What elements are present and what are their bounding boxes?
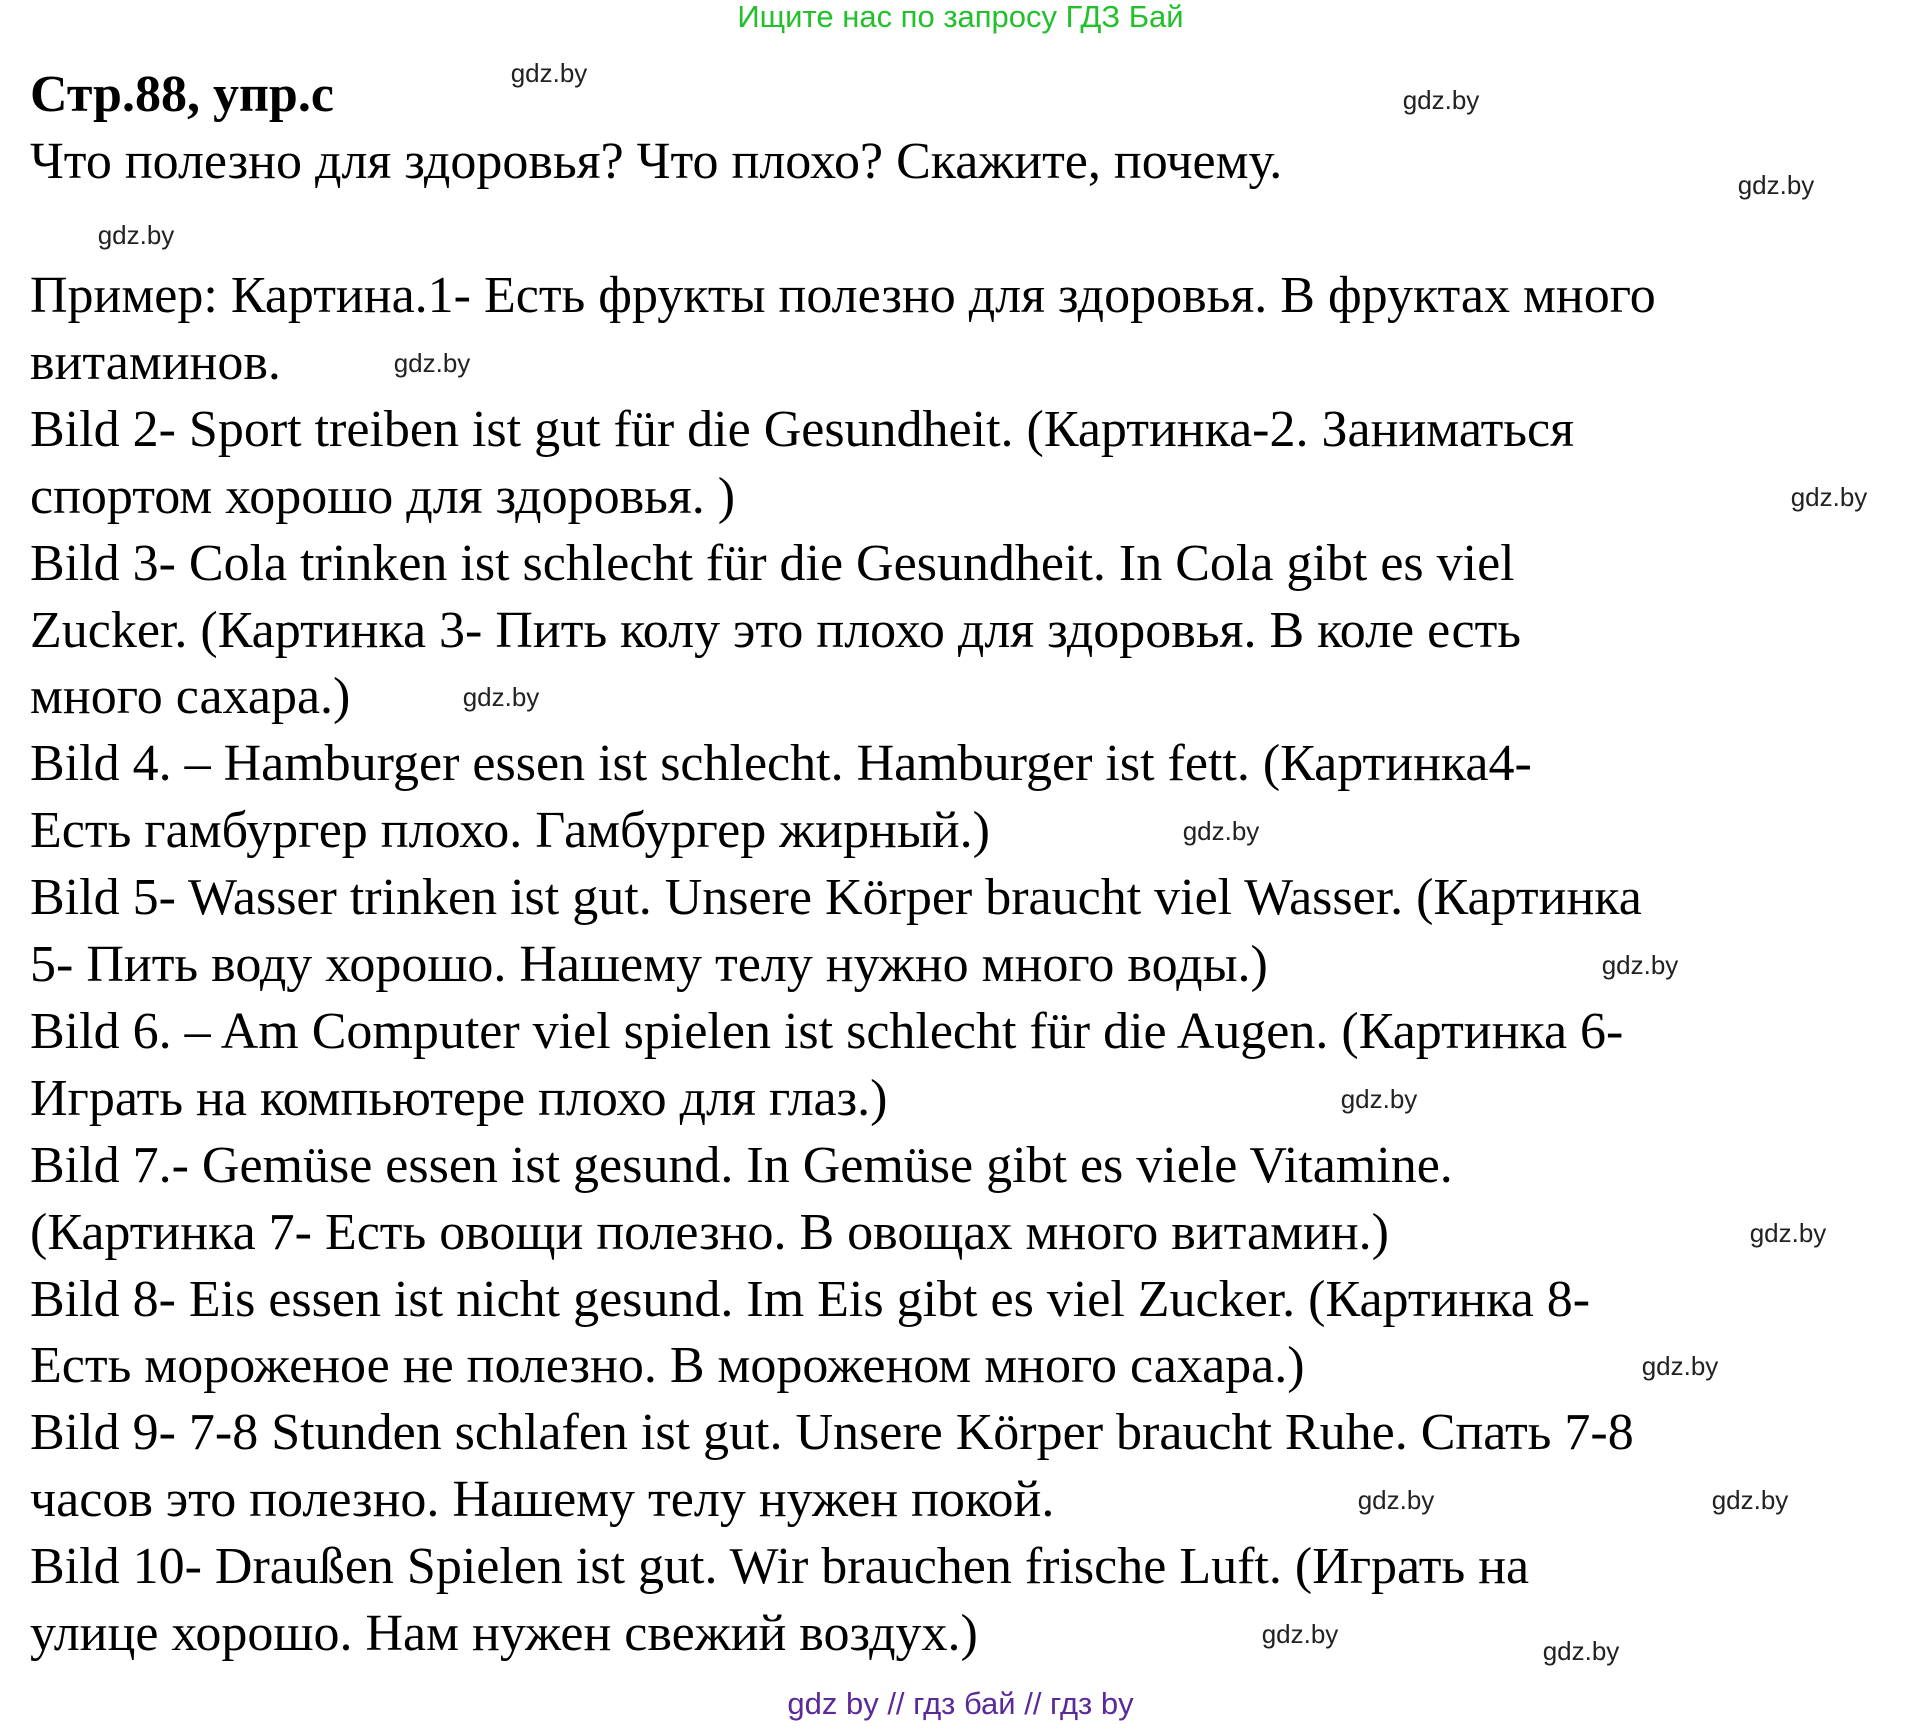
gdz-watermark: gdz.by bbox=[1357, 1485, 1435, 1515]
answer-line: Zucker. (Картинка 3- Пить колу это плохо для здоровья. В коле есть bbox=[30, 601, 1522, 659]
answer-line: Bild 6. – Am Computer viel spielen ist schlecht für die Augen. (Картинка 6- bbox=[30, 1002, 1624, 1060]
answer-line: много сахара.) bbox=[30, 668, 351, 726]
answer-line: часов это полезно. Нашему телу нужен покой. bbox=[30, 1471, 1055, 1529]
gdz-watermark: gdz.by bbox=[1601, 950, 1679, 980]
gdz-watermark: gdz.by bbox=[462, 682, 540, 712]
answer-line: 5- Пить воду хорошо. Нашему телу нужно много воды.) bbox=[30, 936, 1268, 993]
gdz-watermark: gdz.by bbox=[1261, 1619, 1339, 1649]
answer-line: Пример: Картина.1- Есть фрукты полезно для здоровья. В фруктах много bbox=[30, 267, 1656, 324]
gdz-watermark: gdz.by bbox=[1340, 1084, 1418, 1114]
gdz-watermark: gdz.by bbox=[1182, 816, 1260, 846]
gdz-watermark: gdz.by bbox=[393, 348, 471, 378]
search-hint-banner: Ищите нас по запросу ГДЗ Бай bbox=[737, 0, 1184, 34]
gdz-watermark: gdz.by bbox=[1641, 1351, 1719, 1381]
answer-line: Bild 8- Eis essen ist nicht gesund. Im Eis gibt es viel Zucker. (Картинка 8- bbox=[30, 1270, 1591, 1328]
answer-line: Bild 2- Sport treiben ist gut für die Gesundheit. (Картинка-2. Заниматься bbox=[30, 400, 1575, 458]
gdz-watermark: gdz.by bbox=[1711, 1485, 1789, 1515]
gdz-watermark: gdz.by bbox=[1402, 85, 1480, 115]
gdz-watermark: gdz.by bbox=[1737, 170, 1815, 200]
answer-line: Bild 3- Cola trinken ist schlecht für die Gesundheit. In Cola gibt es viel bbox=[30, 534, 1515, 592]
answer-line: Bild 9- 7-8 Stunden schlafen ist gut. Unsere Körper braucht Ruhe. Спать 7-8 bbox=[30, 1404, 1634, 1462]
footer-watermark: gdz by // гдз бай // гдз by bbox=[787, 1686, 1134, 1721]
answer-line: Есть гамбургер плохо. Гамбургер жирный.) bbox=[30, 802, 990, 860]
answer-line: Есть мороженое не полезно. В мороженом много сахара.) bbox=[30, 1337, 1305, 1395]
answer-line: Bild 10- Draußen Spielen ist gut. Wir brauchen frische Luft. (Играть на bbox=[30, 1538, 1530, 1596]
answer-line: витаминов. bbox=[30, 333, 281, 391]
gdz-watermark: gdz.by bbox=[97, 220, 175, 250]
exercise-question: Что полезно для здоровья? Что плохо? Скажите, почему. bbox=[30, 133, 1283, 190]
answer-line: Bild 4. – Hamburger essen ist schlecht. Hamburger ist fett. (Картинка4- bbox=[30, 735, 1532, 793]
gdz-watermark: gdz.by bbox=[1749, 1218, 1827, 1248]
gdz-watermark: gdz.by bbox=[510, 58, 588, 88]
answer-line: Играть на компьютере плохо для глаз.) bbox=[30, 1069, 888, 1127]
answer-line: спортом хорошо для здоровья. ) bbox=[30, 467, 736, 525]
answer-line: Bild 5- Wasser trinken ist gut. Unsere Körper braucht viel Wasser. (Картинка bbox=[30, 869, 1642, 927]
answer-line: улице хорошо. Нам нужен свежий воздух.) bbox=[30, 1605, 978, 1662]
answer-line: Bild 7.- Gemüse essen ist gesund. In Gemüse gibt es viele Vitamine. bbox=[30, 1136, 1453, 1194]
gdz-watermark: gdz.by bbox=[1790, 482, 1868, 512]
page-title: Стр.88, упр.с bbox=[30, 66, 334, 123]
gdz-watermark: gdz.by bbox=[1542, 1636, 1620, 1666]
answer-line: (Картинка 7- Есть овощи полезно. В овощах много витамин.) bbox=[30, 1203, 1389, 1261]
